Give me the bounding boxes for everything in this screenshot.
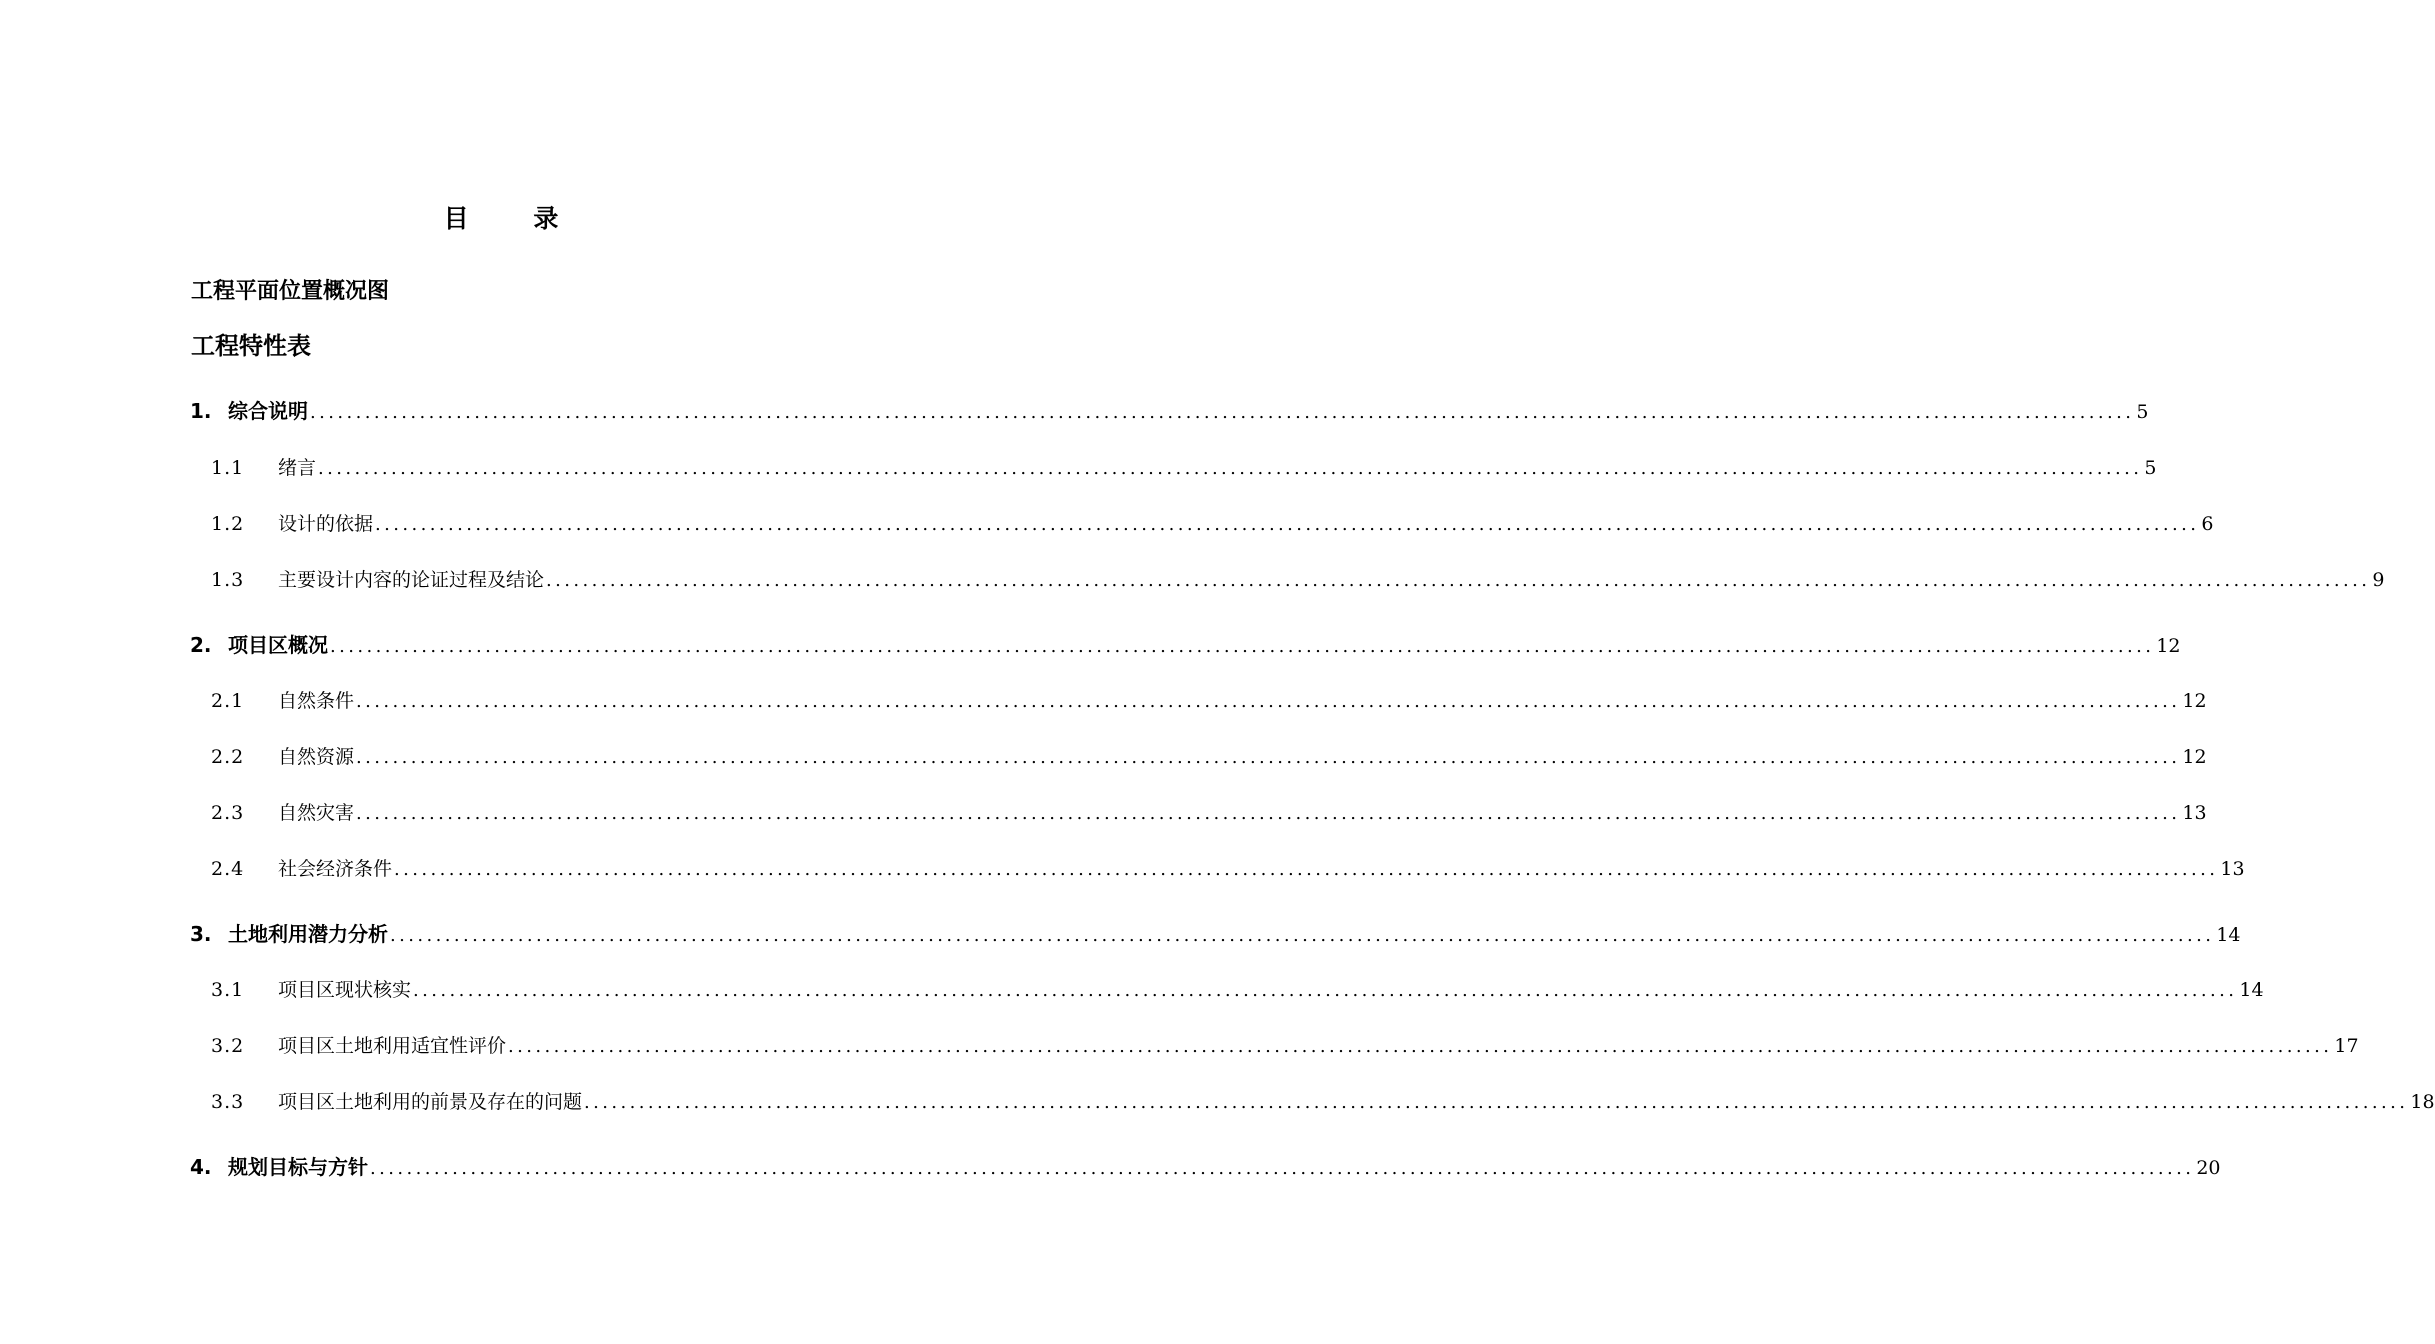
toc-entry-page: 12 [2156, 635, 2181, 657]
toc-entry-label: 社会经济条件 [278, 858, 393, 880]
toc-entry-number: 1.1 [211, 457, 245, 479]
toc-entry-label: 土地利用潜力分析 [228, 922, 388, 946]
toc-entry-number: 2.4 [211, 858, 245, 880]
toc-entry[interactable] [190, 742, 2207, 772]
toc-entry-number: 2.2 [211, 746, 245, 768]
toc-entry[interactable] [190, 798, 2207, 828]
dot-leader: ........................................................................................................................................................................................................ [413, 980, 2238, 1001]
toc-entry-number: 1.3 [211, 569, 245, 591]
dot-leader: ........................................................................................................................................................................................................ [390, 925, 2215, 946]
toc-entry-number: 3.2 [211, 1035, 245, 1057]
toc-entry[interactable] [190, 509, 2214, 539]
toc-entry[interactable] [190, 396, 2149, 426]
dot-leader: ........................................................................................................................................................................................................ [394, 859, 2219, 880]
toc-entry-label: 自然条件 [278, 690, 355, 712]
toc-entry-number: 3.3 [211, 1091, 245, 1113]
toc-entry-label: 规划目标与方针 [228, 1155, 368, 1179]
dot-leader: ........................................................................................................................................................................................................ [356, 691, 2181, 712]
toc-entry[interactable] [190, 919, 2241, 949]
toc-entry-page: 13 [2220, 858, 2245, 880]
preface-item-location-map: 工程平面位置概况图 [191, 279, 390, 304]
toc-entry[interactable] [190, 686, 2207, 716]
dot-leader: ........................................................................................................................................................................................................ [318, 458, 2143, 479]
toc-entry-label: 综合说明 [228, 399, 308, 423]
toc-entry-label: 项目区土地利用适宜性评价 [278, 1035, 507, 1057]
toc-entry-number: 2.1 [211, 690, 245, 712]
toc-entry-page: 12 [2182, 690, 2207, 712]
toc-entry-page: 14 [2216, 924, 2241, 946]
toc-title: 目 录 [443, 204, 587, 233]
toc-entry[interactable] [190, 1087, 2435, 1117]
toc-entry-page: 9 [2372, 569, 2385, 591]
toc-entry-label: 项目区土地利用的前景及存在的问题 [278, 1091, 583, 1113]
dot-leader: ........................................................................................................................................................................................................ [310, 402, 2135, 423]
toc-entry-page: 12 [2182, 746, 2207, 768]
toc-entry-page: 5 [2136, 401, 2149, 423]
toc-entry-number: 1. [190, 399, 212, 423]
toc-entry[interactable] [190, 453, 2157, 483]
dot-leader: ........................................................................................................................................................................................................ [330, 636, 2155, 657]
toc-entry-page: 18 [2410, 1091, 2435, 1113]
toc-entry-label: 设计的依据 [278, 513, 374, 535]
dot-leader: ........................................................................................................................................................................................................ [356, 747, 2181, 768]
dot-leader: ........................................................................................................................................................................................................ [546, 570, 2371, 591]
dot-leader: ........................................................................................................................................................................................................ [370, 1158, 2195, 1179]
dot-leader: ........................................................................................................................................................................................................ [356, 803, 2181, 824]
toc-entry[interactable] [190, 854, 2245, 884]
toc-entry-page: 13 [2182, 802, 2207, 824]
toc-entry-page: 6 [2201, 513, 2214, 535]
toc-entry-page: 14 [2239, 979, 2264, 1001]
toc-entry-number: 3.1 [211, 979, 245, 1001]
toc-entry-label: 自然资源 [278, 746, 355, 768]
toc-entry-number: 1.2 [211, 513, 245, 535]
toc-entry-page: 17 [2334, 1035, 2359, 1057]
toc-entry-number: 3. [190, 922, 212, 946]
toc-entry[interactable] [190, 630, 2181, 660]
dot-leader: ........................................................................................................................................................................................................ [584, 1092, 2409, 1113]
toc-entry-label: 项目区现状核实 [278, 979, 412, 1001]
toc-entry[interactable] [190, 1152, 2221, 1182]
toc-entry-label: 主要设计内容的论证过程及结论 [278, 569, 545, 591]
toc-entry-page: 5 [2144, 457, 2157, 479]
dot-leader: ........................................................................................................................................................................................................ [375, 514, 2200, 535]
toc-entry-number: 2. [190, 633, 212, 657]
toc-entry-label: 项目区概况 [228, 633, 328, 657]
toc-entry-page: 20 [2196, 1157, 2221, 1179]
toc-entry-number: 4. [190, 1155, 212, 1179]
toc-entry[interactable] [190, 1031, 2359, 1061]
toc-entry-label: 绪言 [278, 457, 317, 479]
toc-entry-number: 2.3 [211, 802, 245, 824]
toc-entry[interactable] [190, 565, 2385, 595]
dot-leader: ........................................................................................................................................................................................................ [508, 1036, 2333, 1057]
toc-entry-label: 自然灾害 [278, 802, 355, 824]
toc-entry[interactable] [190, 975, 2264, 1005]
preface-item-feature-table: 工程特性表 [191, 332, 311, 360]
